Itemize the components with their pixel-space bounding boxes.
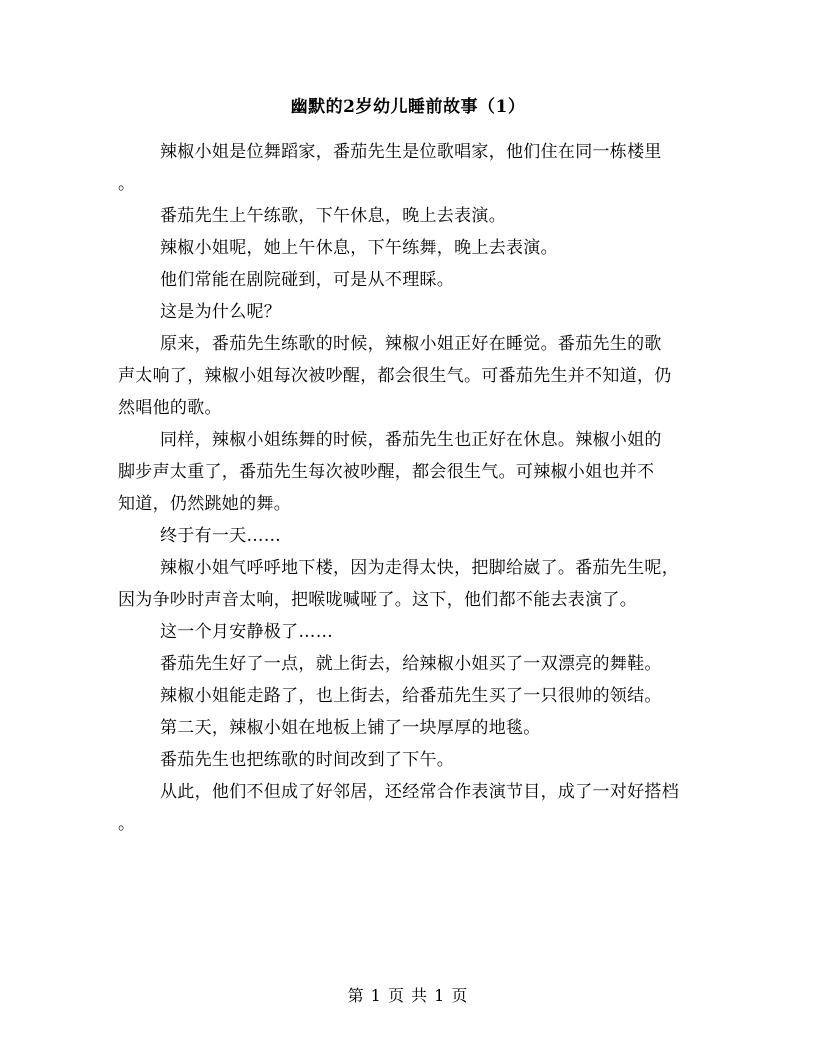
text-line: 番茄先生也把练歌的时间改到了下午。 xyxy=(160,750,455,770)
text-line: 辣椒小姐呢，她上午休息，下午练舞，晚上去表演。 xyxy=(160,238,558,258)
paragraph xyxy=(118,328,698,424)
paragraph xyxy=(118,136,698,200)
paragraph xyxy=(118,296,698,328)
text-line: 这一个月安静极了…… xyxy=(160,622,333,642)
paragraph xyxy=(118,712,698,744)
paragraph xyxy=(118,744,698,776)
text-line: 终于有一天…… xyxy=(160,526,282,546)
paragraph xyxy=(118,776,698,840)
text-line: 这是为什么呢？ xyxy=(160,302,282,322)
text-line: 番茄先生上午练歌，下午休息，晚上去表演。 xyxy=(160,206,506,226)
paragraph xyxy=(118,616,698,648)
text-line: 同样，辣椒小姐练舞的时候，番茄先生也正好在休息。辣椒小姐的 xyxy=(160,430,662,450)
text-line: 声太响了，辣椒小姐每次被吵醒，都会很生气。可番茄先生并不知道，仍 xyxy=(118,366,672,386)
text-line: 第二天，辣椒小姐在地板上铺了一块厚厚的地毯。 xyxy=(160,718,541,738)
paragraph xyxy=(118,424,698,520)
text-line: 辣椒小姐气呼呼地下楼，因为走得太快，把脚给崴了。番茄先生呢， xyxy=(160,558,679,578)
paragraph xyxy=(118,520,698,552)
text-line: 原来，番茄先生练歌的时候，辣椒小姐正好在睡觉。番茄先生的歌 xyxy=(160,334,662,354)
text-line: 因为争吵时声音太响，把喉咙喊哑了。这下，他们都不能去表演了。 xyxy=(118,590,637,610)
text-line: 辣椒小姐能走路了，也上街去，给番茄先生买了一只很帅的领结。 xyxy=(160,686,662,706)
text-line: 脚步声太重了，番茄先生每次被吵醒，都会很生气。可辣椒小姐也并不 xyxy=(118,462,655,482)
text-line: 。 xyxy=(118,174,136,194)
paragraph xyxy=(118,200,698,232)
text-line: 从此，他们不但成了好邻居，还经常合作表演节目，成了一对好搭档 xyxy=(160,782,679,802)
text-line: 他们常能在剧院碰到，可是从不理睬。 xyxy=(160,270,455,290)
page-number-footer: 第 1 页 共 1 页 xyxy=(347,986,469,1005)
text-line: 辣椒小姐是位舞蹈家，番茄先生是位歌唱家，他们住在同一栋楼里 xyxy=(160,142,662,162)
text-line: 然唱他的歌。 xyxy=(118,398,222,418)
text-line: 。 xyxy=(118,814,136,834)
text-line: 知道，仍然跳她的舞。 xyxy=(118,494,291,514)
paragraph xyxy=(118,264,698,296)
paragraph xyxy=(118,232,698,264)
document-title: 幽默的2岁幼儿睡前故事（1） xyxy=(290,97,526,117)
paragraph xyxy=(118,680,698,712)
text-line: 番茄先生好了一点，就上街去，给辣椒小姐买了一双漂亮的舞鞋。 xyxy=(160,654,662,674)
document-body xyxy=(118,136,698,840)
paragraph xyxy=(118,552,698,616)
paragraph xyxy=(118,648,698,680)
